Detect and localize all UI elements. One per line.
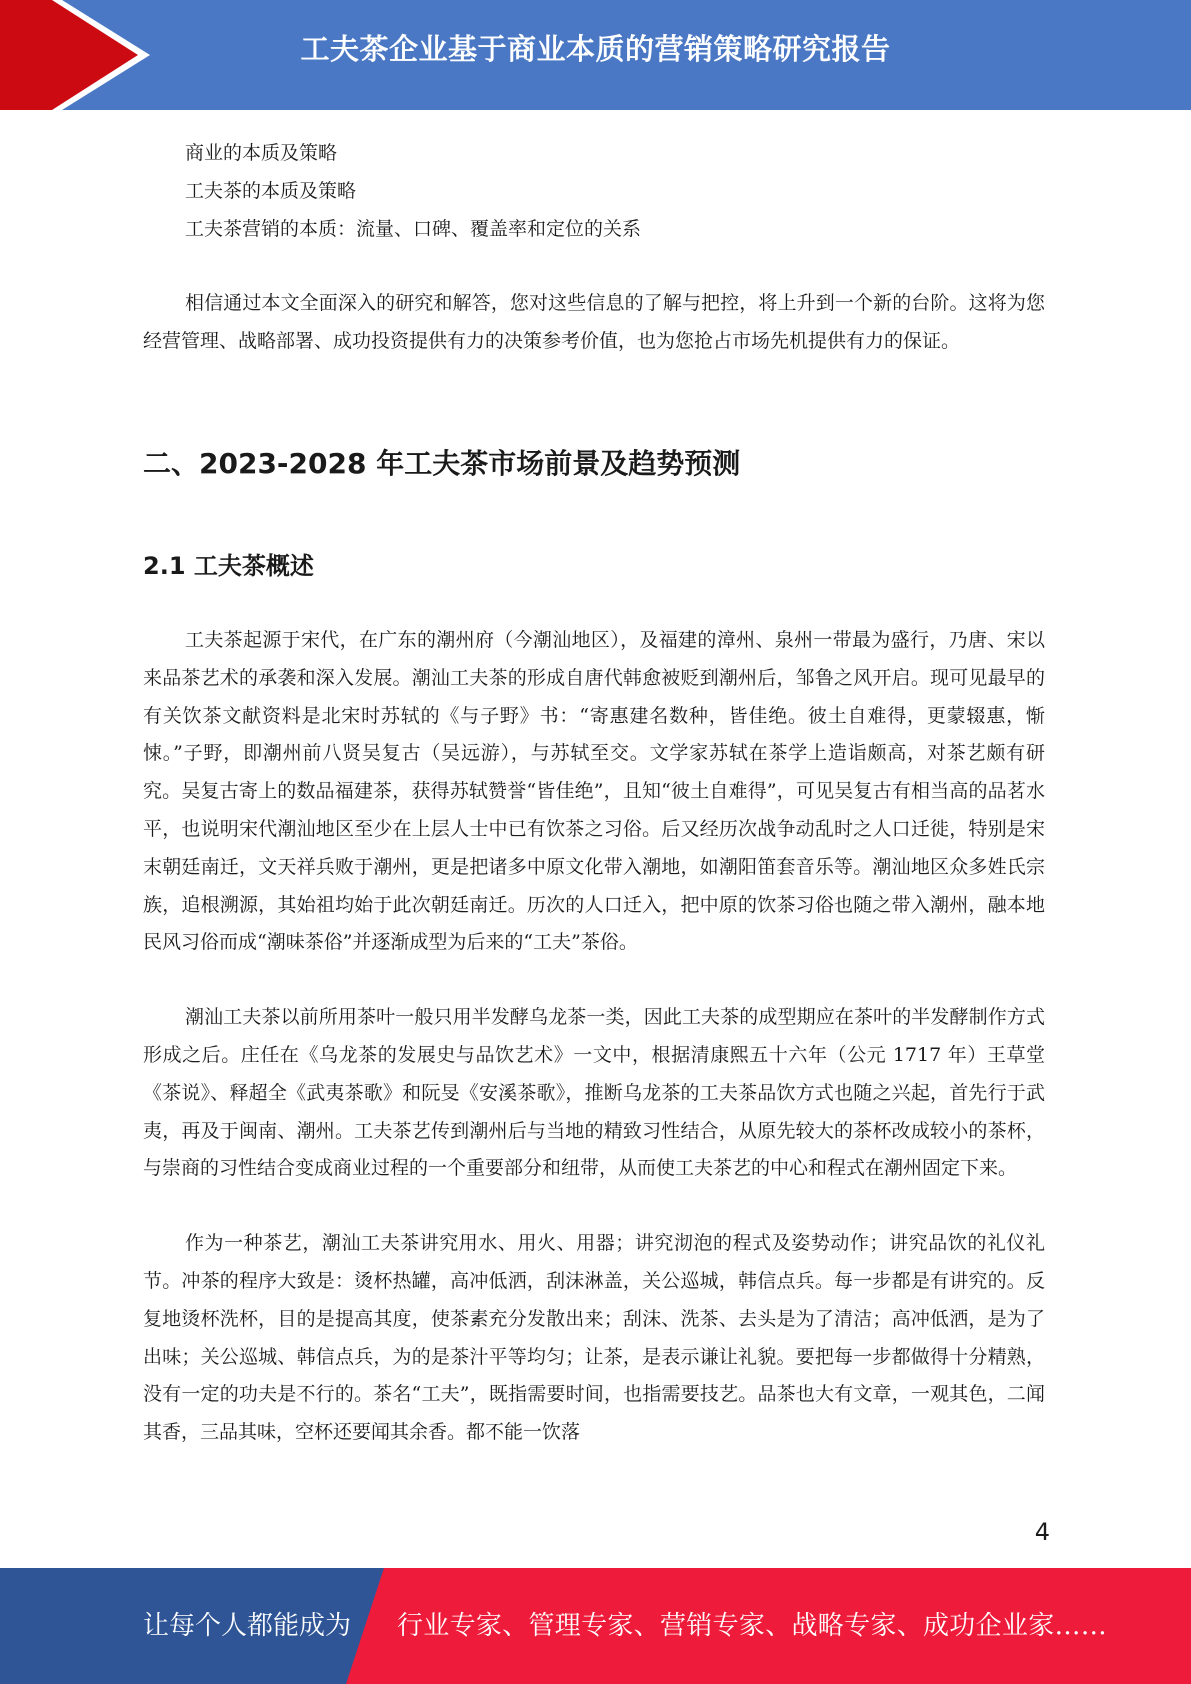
report-title: 工夫茶企业基于商业本质的营销策略研究报告 <box>300 32 891 66</box>
intro-item: 工夫茶营销的本质：流量、口碑、覆盖率和定位的关系 <box>185 218 642 240</box>
page-number: 4 <box>1034 1518 1050 1546</box>
intro-paragraph: 相信通过本文全面深入的研究和解答，您对这些信息的了解与把控，将上升到一个新的台阶。这将为您经营管理、战略部署、成功投资提供有力的决策参考价值，也为您抢占市场先机提供有力的保证。 <box>143 292 1045 352</box>
page-header <box>0 0 1191 110</box>
intro-item: 工夫茶的本质及策略 <box>185 180 357 202</box>
body-paragraph: 作为一种茶艺，潮汕工夫茶讲究用水、用火、用器；讲究沏泡的程式及姿势动作；讲究品饮的礼仪礼节。冲茶的程序大致是：烫杯热罐，高冲低洒，刮沫淋盖，关公巡城，韩信点兵。每一步都是有讲究的。反复地烫杯洗杯，目的是提高其度，使茶素充分发散出来；刮沫、洗茶、去头是为了清洁；高冲低洒，是为了出味；关公巡城、韩信点兵，为的是茶汁平等均匀；让茶，是表示谦让礼貌。要把每一步都做得十分精熟，没有一定的功夫是不行的。茶名“工夫”，既指需要时间，也指需要技艺。品茶也大有文章，一观其色，二闻其香，三品其味，空杯还要闻其余香。都不能一饮落 <box>143 1232 1045 1444</box>
section-body <box>143 622 1045 1452</box>
intro-section <box>143 134 1045 361</box>
section-heading: 二、2023-2028 年工夫茶市场前景及趋势预测 <box>143 447 741 480</box>
footer-slogan-right: 行业专家、管理专家、营销专家、战略专家、成功企业家…… <box>397 1611 1108 1641</box>
body-paragraph: 工夫茶起源于宋代，在广东的潮州府（今潮汕地区），及福建的漳州、泉州一带最为盛行，乃唐、宋以来品茶艺术的承袭和深入发展。潮汕工夫茶的形成自唐代韩愈被贬到潮州后，邹鲁之风开启。现可见最早的有关饮茶文献资料是北宋时苏轼的《与子野》书：“寄惠建名数种，皆佳绝。彼土自难得，更蒙辍惠，惭悚。”子野，即潮州前八贤吴复古（吴远游），与苏轼至交。文学家苏轼在茶学上造诣颇高，对茶艺颇有研究。吴复古寄上的数品福建茶，获得苏轼赞誉“皆佳绝”，且知“彼土自难得”，可见吴复古有相当高的品茗水平，也说明宋代潮汕地区至少在上层人士中已有饮茶之习俗。后又经历次战争动乱时之人口迁徙，特别是宋末朝廷南迁，文天祥兵败于潮州，更是把诸多中原文化带入潮地，如潮阳笛套音乐等。潮汕地区众多姓氏宗族，追根溯源，其始祖均始于此次朝廷南迁。历次的人口迁入，把中原的饮茶习俗也随之带入潮州，融本地民风习俗而成“潮味茶俗”并逐渐成型为后来的“工夫”茶俗。 <box>143 629 1045 954</box>
intro-item: 商业的本质及策略 <box>185 142 338 164</box>
subsection-heading: 2.1 工夫茶概述 <box>143 552 314 580</box>
footer-slogan-left: 让每个人都能成为 <box>143 1611 352 1641</box>
page-footer <box>0 1568 1191 1684</box>
body-paragraph: 潮汕工夫茶以前所用茶叶一般只用半发酵乌龙茶一类，因此工夫茶的成型期应在茶叶的半发酵制作方式形成之后。庄任在《乌龙茶的发展史与品饮艺术》一文中，根据清康熙五十六年（公元 1717 年）王草堂《茶说》、释超全《武夷茶歌》和阮旻《安溪茶歌》，推断乌龙茶的工夫茶品饮方式也随之兴起，首先行于武夷，再及于闽南、潮州。工夫茶艺传到潮州后与当地的精致习性结合，从原先较大的茶杯改成较小的茶杯，与崇商的习性结合变成商业过程的一个重要部分和纽带，从而使工夫茶艺的中心和程式在潮州固定下来。 <box>143 1006 1045 1180</box>
